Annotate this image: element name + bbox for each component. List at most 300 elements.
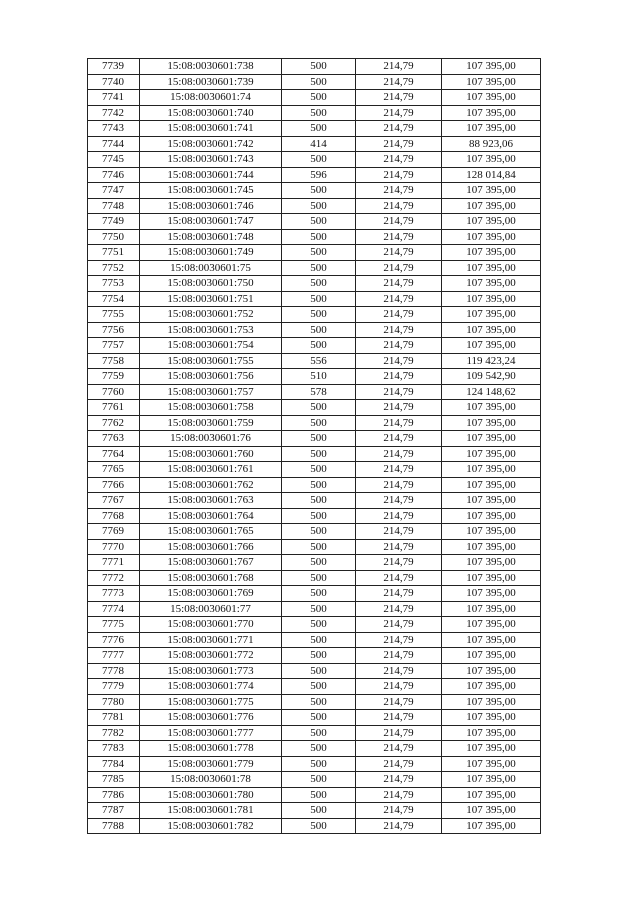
area-cell: 500 <box>282 415 356 431</box>
table-row <box>88 648 541 664</box>
area-cell: 500 <box>282 818 356 834</box>
table-row <box>88 694 541 710</box>
unit-price-cell: 214,79 <box>356 477 442 493</box>
table-row <box>88 725 541 741</box>
cadastral-number-cell: 15:08:0030601:745 <box>140 183 282 199</box>
total-value-cell: 124 148,62 <box>442 384 541 400</box>
area-cell: 500 <box>282 586 356 602</box>
row-number-cell: 7751 <box>88 245 140 261</box>
cadastral-number-cell: 15:08:0030601:749 <box>140 245 282 261</box>
cadastral-number-cell: 15:08:0030601:777 <box>140 725 282 741</box>
total-value-cell: 107 395,00 <box>442 508 541 524</box>
unit-price-cell: 214,79 <box>356 353 442 369</box>
table-row <box>88 462 541 478</box>
table-row <box>88 214 541 230</box>
table-row <box>88 152 541 168</box>
table-row <box>88 121 541 137</box>
table-row <box>88 539 541 555</box>
cadastral-number-cell: 15:08:0030601:764 <box>140 508 282 524</box>
cadastral-number-cell: 15:08:0030601:768 <box>140 570 282 586</box>
total-value-cell: 107 395,00 <box>442 493 541 509</box>
row-number-cell: 7788 <box>88 818 140 834</box>
total-value-cell: 107 395,00 <box>442 710 541 726</box>
row-number-cell: 7783 <box>88 741 140 757</box>
unit-price-cell: 214,79 <box>356 570 442 586</box>
table-row <box>88 384 541 400</box>
table-row <box>88 183 541 199</box>
total-value-cell: 107 395,00 <box>442 446 541 462</box>
unit-price-cell: 214,79 <box>356 446 442 462</box>
area-cell: 500 <box>282 493 356 509</box>
row-number-cell: 7744 <box>88 136 140 152</box>
unit-price-cell: 214,79 <box>356 431 442 447</box>
total-value-cell: 107 395,00 <box>442 539 541 555</box>
area-cell: 500 <box>282 477 356 493</box>
cadastral-number-cell: 15:08:0030601:758 <box>140 400 282 416</box>
unit-price-cell: 214,79 <box>356 586 442 602</box>
unit-price-cell: 214,79 <box>356 648 442 664</box>
area-cell: 500 <box>282 772 356 788</box>
row-number-cell: 7774 <box>88 601 140 617</box>
area-cell: 578 <box>282 384 356 400</box>
total-value-cell: 107 395,00 <box>442 741 541 757</box>
unit-price-cell: 214,79 <box>356 679 442 695</box>
table-row <box>88 198 541 214</box>
total-value-cell: 107 395,00 <box>442 152 541 168</box>
area-cell: 500 <box>282 570 356 586</box>
unit-price-cell: 214,79 <box>356 710 442 726</box>
row-number-cell: 7760 <box>88 384 140 400</box>
total-value-cell: 88 923,06 <box>442 136 541 152</box>
cadastral-number-cell: 15:08:0030601:747 <box>140 214 282 230</box>
area-cell: 500 <box>282 462 356 478</box>
unit-price-cell: 214,79 <box>356 384 442 400</box>
row-number-cell: 7782 <box>88 725 140 741</box>
row-number-cell: 7766 <box>88 477 140 493</box>
unit-price-cell: 214,79 <box>356 508 442 524</box>
table-row <box>88 570 541 586</box>
row-number-cell: 7770 <box>88 539 140 555</box>
unit-price-cell: 214,79 <box>356 632 442 648</box>
area-cell: 500 <box>282 307 356 323</box>
total-value-cell: 107 395,00 <box>442 477 541 493</box>
cadastral-number-cell: 15:08:0030601:750 <box>140 276 282 292</box>
area-cell: 500 <box>282 555 356 571</box>
unit-price-cell: 214,79 <box>356 307 442 323</box>
total-value-cell: 107 395,00 <box>442 601 541 617</box>
table-row <box>88 524 541 540</box>
unit-price-cell: 214,79 <box>356 524 442 540</box>
row-number-cell: 7765 <box>88 462 140 478</box>
unit-price-cell: 214,79 <box>356 338 442 354</box>
area-cell: 500 <box>282 694 356 710</box>
area-cell: 500 <box>282 198 356 214</box>
unit-price-cell: 214,79 <box>356 617 442 633</box>
row-number-cell: 7748 <box>88 198 140 214</box>
total-value-cell: 107 395,00 <box>442 245 541 261</box>
row-number-cell: 7741 <box>88 90 140 106</box>
total-value-cell: 107 395,00 <box>442 121 541 137</box>
area-cell: 500 <box>282 245 356 261</box>
area-cell: 500 <box>282 90 356 106</box>
cadastral-number-cell: 15:08:0030601:757 <box>140 384 282 400</box>
cadastral-number-cell: 15:08:0030601:763 <box>140 493 282 509</box>
area-cell: 500 <box>282 679 356 695</box>
unit-price-cell: 214,79 <box>356 136 442 152</box>
total-value-cell: 107 395,00 <box>442 105 541 121</box>
cadastral-number-cell: 15:08:0030601:774 <box>140 679 282 695</box>
area-cell: 500 <box>282 524 356 540</box>
area-cell: 500 <box>282 183 356 199</box>
cadastral-number-cell: 15:08:0030601:746 <box>140 198 282 214</box>
unit-price-cell: 214,79 <box>356 818 442 834</box>
unit-price-cell: 214,79 <box>356 74 442 90</box>
row-number-cell: 7753 <box>88 276 140 292</box>
table-row <box>88 756 541 772</box>
unit-price-cell: 214,79 <box>356 787 442 803</box>
row-number-cell: 7747 <box>88 183 140 199</box>
area-cell: 500 <box>282 756 356 772</box>
row-number-cell: 7778 <box>88 663 140 679</box>
unit-price-cell: 214,79 <box>356 772 442 788</box>
unit-price-cell: 214,79 <box>356 539 442 555</box>
unit-price-cell: 214,79 <box>356 245 442 261</box>
cadastral-number-cell: 15:08:0030601:769 <box>140 586 282 602</box>
row-number-cell: 7784 <box>88 756 140 772</box>
area-cell: 500 <box>282 74 356 90</box>
area-cell: 500 <box>282 725 356 741</box>
cadastral-number-cell: 15:08:0030601:773 <box>140 663 282 679</box>
row-number-cell: 7762 <box>88 415 140 431</box>
area-cell: 500 <box>282 322 356 338</box>
area-cell: 500 <box>282 105 356 121</box>
cadastral-number-cell: 15:08:0030601:770 <box>140 617 282 633</box>
cadastral-number-cell: 15:08:0030601:742 <box>140 136 282 152</box>
cadastral-number-cell: 15:08:0030601:753 <box>140 322 282 338</box>
unit-price-cell: 214,79 <box>356 803 442 819</box>
area-cell: 500 <box>282 59 356 75</box>
total-value-cell: 107 395,00 <box>442 90 541 106</box>
total-value-cell: 107 395,00 <box>442 415 541 431</box>
table-row <box>88 508 541 524</box>
table-row <box>88 105 541 121</box>
unit-price-cell: 214,79 <box>356 694 442 710</box>
total-value-cell: 107 395,00 <box>442 276 541 292</box>
area-cell: 500 <box>282 741 356 757</box>
table-row <box>88 353 541 369</box>
table-row <box>88 276 541 292</box>
table-row <box>88 679 541 695</box>
table-row <box>88 229 541 245</box>
cadastral-number-cell: 15:08:0030601:778 <box>140 741 282 757</box>
total-value-cell: 107 395,00 <box>442 198 541 214</box>
unit-price-cell: 214,79 <box>356 291 442 307</box>
table-row <box>88 90 541 106</box>
row-number-cell: 7749 <box>88 214 140 230</box>
total-value-cell: 107 395,00 <box>442 586 541 602</box>
cadastral-number-cell: 15:08:0030601:738 <box>140 59 282 75</box>
table-row <box>88 617 541 633</box>
row-number-cell: 7786 <box>88 787 140 803</box>
area-cell: 500 <box>282 710 356 726</box>
table-row <box>88 818 541 834</box>
total-value-cell: 107 395,00 <box>442 772 541 788</box>
table-row <box>88 167 541 183</box>
unit-price-cell: 214,79 <box>356 198 442 214</box>
unit-price-cell: 214,79 <box>356 493 442 509</box>
area-cell: 500 <box>282 803 356 819</box>
row-number-cell: 7752 <box>88 260 140 276</box>
row-number-cell: 7787 <box>88 803 140 819</box>
cadastral-number-cell: 15:08:0030601:748 <box>140 229 282 245</box>
total-value-cell: 107 395,00 <box>442 524 541 540</box>
row-number-cell: 7750 <box>88 229 140 245</box>
area-cell: 500 <box>282 214 356 230</box>
total-value-cell: 107 395,00 <box>442 694 541 710</box>
row-number-cell: 7764 <box>88 446 140 462</box>
row-number-cell: 7758 <box>88 353 140 369</box>
row-number-cell: 7775 <box>88 617 140 633</box>
total-value-cell: 107 395,00 <box>442 648 541 664</box>
unit-price-cell: 214,79 <box>356 555 442 571</box>
row-number-cell: 7781 <box>88 710 140 726</box>
area-cell: 500 <box>282 539 356 555</box>
cadastral-number-cell: 15:08:0030601:76 <box>140 431 282 447</box>
table-row <box>88 632 541 648</box>
row-number-cell: 7745 <box>88 152 140 168</box>
total-value-cell: 107 395,00 <box>442 74 541 90</box>
cadastral-number-cell: 15:08:0030601:762 <box>140 477 282 493</box>
table-row <box>88 586 541 602</box>
row-number-cell: 7773 <box>88 586 140 602</box>
row-number-cell: 7785 <box>88 772 140 788</box>
unit-price-cell: 214,79 <box>356 183 442 199</box>
table-row <box>88 369 541 385</box>
row-number-cell: 7743 <box>88 121 140 137</box>
cadastral-number-cell: 15:08:0030601:772 <box>140 648 282 664</box>
total-value-cell: 107 395,00 <box>442 803 541 819</box>
unit-price-cell: 214,79 <box>356 725 442 741</box>
row-number-cell: 7777 <box>88 648 140 664</box>
row-number-cell: 7746 <box>88 167 140 183</box>
table-row <box>88 338 541 354</box>
row-number-cell: 7757 <box>88 338 140 354</box>
table-row <box>88 772 541 788</box>
cadastral-number-cell: 15:08:0030601:75 <box>140 260 282 276</box>
area-cell: 500 <box>282 260 356 276</box>
cadastral-number-cell: 15:08:0030601:74 <box>140 90 282 106</box>
unit-price-cell: 214,79 <box>356 152 442 168</box>
table-row <box>88 710 541 726</box>
table-row <box>88 260 541 276</box>
total-value-cell: 107 395,00 <box>442 291 541 307</box>
unit-price-cell: 214,79 <box>356 90 442 106</box>
table-row <box>88 431 541 447</box>
area-cell: 500 <box>282 663 356 679</box>
unit-price-cell: 214,79 <box>356 167 442 183</box>
total-value-cell: 107 395,00 <box>442 214 541 230</box>
row-number-cell: 7761 <box>88 400 140 416</box>
area-cell: 500 <box>282 508 356 524</box>
cadastral-number-cell: 15:08:0030601:755 <box>140 353 282 369</box>
cadastral-table <box>87 58 541 834</box>
total-value-cell: 107 395,00 <box>442 400 541 416</box>
table-row <box>88 74 541 90</box>
area-cell: 500 <box>282 431 356 447</box>
cadastral-number-cell: 15:08:0030601:765 <box>140 524 282 540</box>
unit-price-cell: 214,79 <box>356 59 442 75</box>
total-value-cell: 119 423,24 <box>442 353 541 369</box>
total-value-cell: 107 395,00 <box>442 338 541 354</box>
total-value-cell: 107 395,00 <box>442 725 541 741</box>
total-value-cell: 107 395,00 <box>442 59 541 75</box>
row-number-cell: 7779 <box>88 679 140 695</box>
cadastral-number-cell: 15:08:0030601:776 <box>140 710 282 726</box>
area-cell: 596 <box>282 167 356 183</box>
cadastral-number-cell: 15:08:0030601:760 <box>140 446 282 462</box>
table-row <box>88 245 541 261</box>
table-row <box>88 663 541 679</box>
table-row <box>88 787 541 803</box>
cadastral-number-cell: 15:08:0030601:767 <box>140 555 282 571</box>
table-row <box>88 136 541 152</box>
total-value-cell: 107 395,00 <box>442 229 541 245</box>
table-row <box>88 803 541 819</box>
row-number-cell: 7767 <box>88 493 140 509</box>
cadastral-number-cell: 15:08:0030601:779 <box>140 756 282 772</box>
area-cell: 500 <box>282 632 356 648</box>
total-value-cell: 107 395,00 <box>442 756 541 772</box>
cadastral-number-cell: 15:08:0030601:739 <box>140 74 282 90</box>
unit-price-cell: 214,79 <box>356 756 442 772</box>
table-row <box>88 322 541 338</box>
cadastral-number-cell: 15:08:0030601:744 <box>140 167 282 183</box>
cadastral-number-cell: 15:08:0030601:761 <box>140 462 282 478</box>
row-number-cell: 7756 <box>88 322 140 338</box>
table-row <box>88 446 541 462</box>
cadastral-number-cell: 15:08:0030601:775 <box>140 694 282 710</box>
total-value-cell: 128 014,84 <box>442 167 541 183</box>
area-cell: 500 <box>282 648 356 664</box>
cadastral-number-cell: 15:08:0030601:78 <box>140 772 282 788</box>
unit-price-cell: 214,79 <box>356 601 442 617</box>
table-row <box>88 555 541 571</box>
table-row <box>88 307 541 323</box>
row-number-cell: 7754 <box>88 291 140 307</box>
total-value-cell: 107 395,00 <box>442 632 541 648</box>
cadastral-number-cell: 15:08:0030601:740 <box>140 105 282 121</box>
cadastral-number-cell: 15:08:0030601:77 <box>140 601 282 617</box>
total-value-cell: 107 395,00 <box>442 183 541 199</box>
area-cell: 500 <box>282 338 356 354</box>
area-cell: 500 <box>282 446 356 462</box>
table-row <box>88 59 541 75</box>
area-cell: 500 <box>282 617 356 633</box>
row-number-cell: 7772 <box>88 570 140 586</box>
area-cell: 500 <box>282 787 356 803</box>
total-value-cell: 107 395,00 <box>442 431 541 447</box>
area-cell: 510 <box>282 369 356 385</box>
row-number-cell: 7769 <box>88 524 140 540</box>
total-value-cell: 107 395,00 <box>442 679 541 695</box>
row-number-cell: 7740 <box>88 74 140 90</box>
cadastral-number-cell: 15:08:0030601:766 <box>140 539 282 555</box>
unit-price-cell: 214,79 <box>356 260 442 276</box>
total-value-cell: 107 395,00 <box>442 555 541 571</box>
area-cell: 500 <box>282 291 356 307</box>
total-value-cell: 107 395,00 <box>442 617 541 633</box>
unit-price-cell: 214,79 <box>356 415 442 431</box>
total-value-cell: 107 395,00 <box>442 787 541 803</box>
total-value-cell: 109 542,90 <box>442 369 541 385</box>
cadastral-number-cell: 15:08:0030601:781 <box>140 803 282 819</box>
cadastral-number-cell: 15:08:0030601:756 <box>140 369 282 385</box>
area-cell: 500 <box>282 121 356 137</box>
total-value-cell: 107 395,00 <box>442 322 541 338</box>
unit-price-cell: 214,79 <box>356 105 442 121</box>
area-cell: 500 <box>282 276 356 292</box>
unit-price-cell: 214,79 <box>356 121 442 137</box>
unit-price-cell: 214,79 <box>356 741 442 757</box>
area-cell: 500 <box>282 601 356 617</box>
unit-price-cell: 214,79 <box>356 276 442 292</box>
row-number-cell: 7755 <box>88 307 140 323</box>
unit-price-cell: 214,79 <box>356 229 442 245</box>
unit-price-cell: 214,79 <box>356 400 442 416</box>
table-row <box>88 477 541 493</box>
area-cell: 556 <box>282 353 356 369</box>
area-cell: 500 <box>282 229 356 245</box>
table-row <box>88 415 541 431</box>
cadastral-number-cell: 15:08:0030601:782 <box>140 818 282 834</box>
row-number-cell: 7759 <box>88 369 140 385</box>
cadastral-number-cell: 15:08:0030601:741 <box>140 121 282 137</box>
unit-price-cell: 214,79 <box>356 322 442 338</box>
unit-price-cell: 214,79 <box>356 214 442 230</box>
row-number-cell: 7771 <box>88 555 140 571</box>
cadastral-number-cell: 15:08:0030601:743 <box>140 152 282 168</box>
row-number-cell: 7768 <box>88 508 140 524</box>
area-cell: 414 <box>282 136 356 152</box>
row-number-cell: 7780 <box>88 694 140 710</box>
table-body <box>88 59 541 834</box>
table-row <box>88 493 541 509</box>
table-row <box>88 400 541 416</box>
cadastral-number-cell: 15:08:0030601:771 <box>140 632 282 648</box>
table-row <box>88 291 541 307</box>
total-value-cell: 107 395,00 <box>442 462 541 478</box>
unit-price-cell: 214,79 <box>356 369 442 385</box>
unit-price-cell: 214,79 <box>356 462 442 478</box>
table-row <box>88 601 541 617</box>
unit-price-cell: 214,79 <box>356 663 442 679</box>
table-row <box>88 741 541 757</box>
cadastral-number-cell: 15:08:0030601:754 <box>140 338 282 354</box>
cadastral-number-cell: 15:08:0030601:759 <box>140 415 282 431</box>
total-value-cell: 107 395,00 <box>442 818 541 834</box>
row-number-cell: 7763 <box>88 431 140 447</box>
row-number-cell: 7739 <box>88 59 140 75</box>
area-cell: 500 <box>282 152 356 168</box>
total-value-cell: 107 395,00 <box>442 570 541 586</box>
cadastral-number-cell: 15:08:0030601:752 <box>140 307 282 323</box>
cadastral-number-cell: 15:08:0030601:780 <box>140 787 282 803</box>
total-value-cell: 107 395,00 <box>442 663 541 679</box>
row-number-cell: 7776 <box>88 632 140 648</box>
row-number-cell: 7742 <box>88 105 140 121</box>
cadastral-number-cell: 15:08:0030601:751 <box>140 291 282 307</box>
area-cell: 500 <box>282 400 356 416</box>
